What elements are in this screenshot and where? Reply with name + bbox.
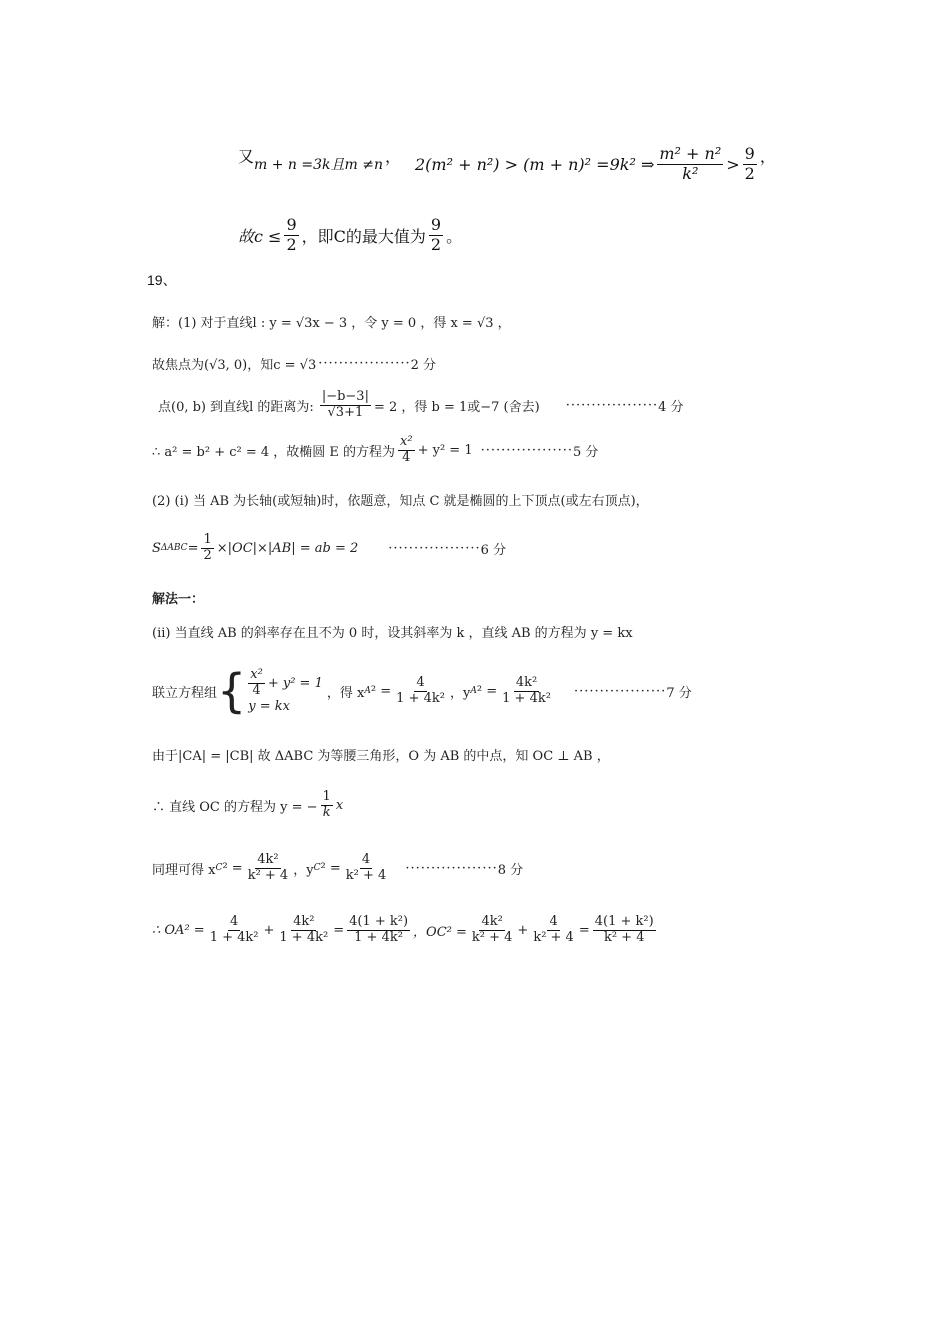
fraction-numerator: 4k² (515, 674, 538, 690)
fraction-numerator: 9 (744, 144, 755, 164)
text-end: 。 (446, 226, 463, 246)
text-condition: m + n =3k且m ≠n (254, 157, 383, 173)
fraction-one-over-k (321, 790, 333, 821)
text-eq1: ² = (370, 683, 392, 699)
fraction (593, 915, 656, 946)
fraction-denominator: k² + 4 (471, 929, 513, 945)
text-tail: ， (759, 146, 776, 166)
solution-line-8: (ii) 当直线 AB 的斜率存在且不为 0 时，设其斜率为 k ，直线 AB 的方程为 y = kx (152, 626, 633, 641)
text-eq1: ² = (222, 860, 243, 876)
fraction-denominator: 2 (286, 234, 297, 254)
text-focus: 故焦点为(√3, 0)，知c = √3 (152, 358, 317, 373)
fraction-numerator: 4 (361, 851, 371, 867)
fraction-numerator: 4(1 + k²) (349, 913, 409, 929)
text-sep: ， (384, 146, 401, 166)
equation-system (217, 664, 323, 718)
fraction-nine-halves (429, 216, 443, 254)
text-eq2: ² = (476, 683, 498, 699)
score: 4 分 (658, 399, 684, 415)
fraction-denominator: 2 (203, 547, 212, 563)
fraction-numerator: m² + n² (659, 144, 722, 164)
fraction (470, 915, 515, 946)
text-yc: ，y (293, 862, 314, 878)
fraction-denominator: √3+1 (327, 404, 364, 420)
fraction-numerator: x² (250, 667, 263, 683)
fraction-mn-over-k (657, 145, 723, 183)
subscript-a: A (470, 686, 477, 696)
text-you: 又 (238, 146, 255, 166)
fraction-denominator: 1 + 4k² (354, 929, 403, 945)
leader-dots: ·················· (480, 442, 573, 458)
system-rows (248, 668, 323, 714)
fraction-xc (246, 853, 291, 884)
solution-line-4 (152, 430, 598, 470)
text-eq: = (578, 922, 590, 938)
leader-dots: ·················· (565, 397, 659, 413)
fraction (277, 915, 330, 946)
text-similarly: 同理可得 x (152, 862, 216, 878)
brace-icon: { (217, 664, 247, 718)
text-s: S (152, 540, 161, 556)
fraction-denominator: 1 + 4k² (209, 929, 259, 945)
leader-dots: ·················· (388, 540, 481, 556)
system-row-2: y = kx (248, 698, 291, 714)
leader-dots: ·················· (573, 683, 667, 699)
subscript-c: C (215, 863, 223, 873)
fraction-nine-halves (743, 145, 757, 183)
text-system: 联立方程组 (152, 685, 218, 701)
score: 6 分 (480, 542, 507, 558)
text-ellipse-tail: + y² = 1 (417, 442, 473, 458)
fraction-numerator: 1 (322, 788, 331, 804)
text-line-oc: ∴ 直线 OC 的方程为 y = − (152, 799, 318, 815)
fraction (347, 915, 410, 946)
fraction-numerator: 4k² (481, 913, 503, 929)
fraction-half (201, 533, 213, 564)
fraction-denominator: 1 + 4k² (279, 929, 329, 945)
fraction-x2-over-4 (398, 435, 415, 466)
fraction-xa (394, 676, 447, 707)
fraction-numerator: 4 (229, 913, 239, 929)
text-max-value: ，即C的最大值为 (301, 226, 426, 246)
system-row-1-tail: + y² = 1 (267, 676, 323, 691)
solution-line-1: 解：(1) 对于直线l : y = √3x − 3 ，令 y = 0 ，得 x = √3 ， (152, 316, 511, 331)
fraction-numerator: 4k² (257, 851, 279, 867)
text-plus: + (263, 922, 275, 938)
fraction-numerator: x² (400, 433, 413, 449)
solution-line-13 (152, 908, 659, 952)
fraction-denominator: k (322, 804, 331, 820)
fraction-denominator: 1 + 4k² (502, 690, 551, 706)
solution-line-12 (152, 848, 523, 888)
text-eq2: ² = (320, 860, 341, 876)
fraction-denominator: k² (682, 163, 699, 183)
text-lhs: 2(m² + n²) > (m + n)² =9k² ⇒ (415, 154, 655, 174)
fraction-x2-over-4 (248, 668, 265, 699)
fraction-yc (344, 853, 389, 884)
fraction-denominator: k² + 4 (533, 929, 574, 945)
solution-line-6 (152, 528, 506, 568)
fraction-denominator: 2 (744, 163, 755, 183)
fraction-denominator: 2 (430, 234, 442, 254)
solution-line-3 (158, 385, 684, 425)
text-gt: > (726, 154, 740, 174)
fraction-denominator: 4 (402, 449, 411, 465)
subscript-c: C (313, 863, 321, 873)
fraction-denominator: k² + 4 (603, 929, 645, 945)
leader-dots: ·················· (318, 356, 411, 371)
text-oc: ，OC² = (413, 924, 467, 940)
fraction (531, 915, 576, 946)
fraction-denominator: 4 (252, 683, 261, 698)
text-x: x (335, 797, 344, 813)
score: 2 分 (410, 358, 437, 373)
fraction-denominator: 1 + 4k² (396, 690, 445, 706)
fraction-numerator: 4(1 + k²) (594, 913, 654, 929)
fraction-numerator: |−b−3| (321, 388, 369, 404)
leader-dots: ·················· (405, 860, 498, 876)
text-get-x: ，得 x (326, 685, 365, 701)
fraction-distance (320, 390, 371, 421)
fraction-denominator: k² + 4 (345, 867, 387, 883)
fraction-numerator: 9 (430, 215, 442, 235)
fraction-denominator: k² + 4 (247, 867, 289, 883)
solution-line-5: (2) (i) 当 AB 为长轴(或短轴)时，依题意，知点 C 就是椭圆的上下顶点(或左右顶点)， (152, 494, 649, 509)
solution-line-2 (152, 354, 436, 373)
text-eq: = (333, 922, 345, 938)
fraction-nine-halves (284, 216, 298, 254)
text-s-sub: ΔABC (160, 543, 188, 553)
fraction-ya (500, 676, 553, 707)
text-plus: + (517, 922, 529, 938)
text-distance-result: = 2 ，得 b = 1或−7 (舍去) (373, 399, 540, 415)
fraction-numerator: 9 (286, 215, 297, 235)
line-inequality (238, 132, 776, 196)
score: 7 分 (666, 685, 692, 701)
text-oa: ∴ OA² = (152, 922, 205, 938)
solution-line-11 (152, 785, 343, 825)
text-c-le: 故c ≤ (238, 226, 282, 246)
text-distance: 点(0, b) 到直线l 的距离为: (158, 399, 314, 415)
fraction-numerator: 1 (203, 531, 212, 547)
score: 5 分 (572, 444, 599, 460)
solution-line-10: 由于|CA| = |CB| 故 ΔABC 为等腰三角形，O 为 AB 的中点，知 OC ⊥ AB ， (152, 749, 610, 764)
text-eq: = (187, 540, 199, 556)
fraction-numerator: 4 (549, 913, 558, 929)
subscript-a: A (364, 686, 371, 696)
fraction-numerator: 4 (416, 674, 425, 690)
line-conclusion (238, 210, 462, 260)
score: 8 分 (497, 862, 524, 878)
fraction (208, 915, 261, 946)
system-row-1 (248, 668, 323, 699)
solution-method-one: 解法一： (152, 592, 205, 607)
text-ellipse: ∴ a² = b² + c² = 4 ，故椭圆 E 的方程为 (152, 444, 396, 460)
solution-line-9 (152, 662, 692, 720)
text-get-y: ，y (449, 685, 471, 701)
fraction-numerator: 4k² (293, 913, 315, 929)
question-number: 19、 (147, 272, 177, 288)
text-area: ×|OC|×|AB| = ab = 2 (216, 540, 359, 556)
